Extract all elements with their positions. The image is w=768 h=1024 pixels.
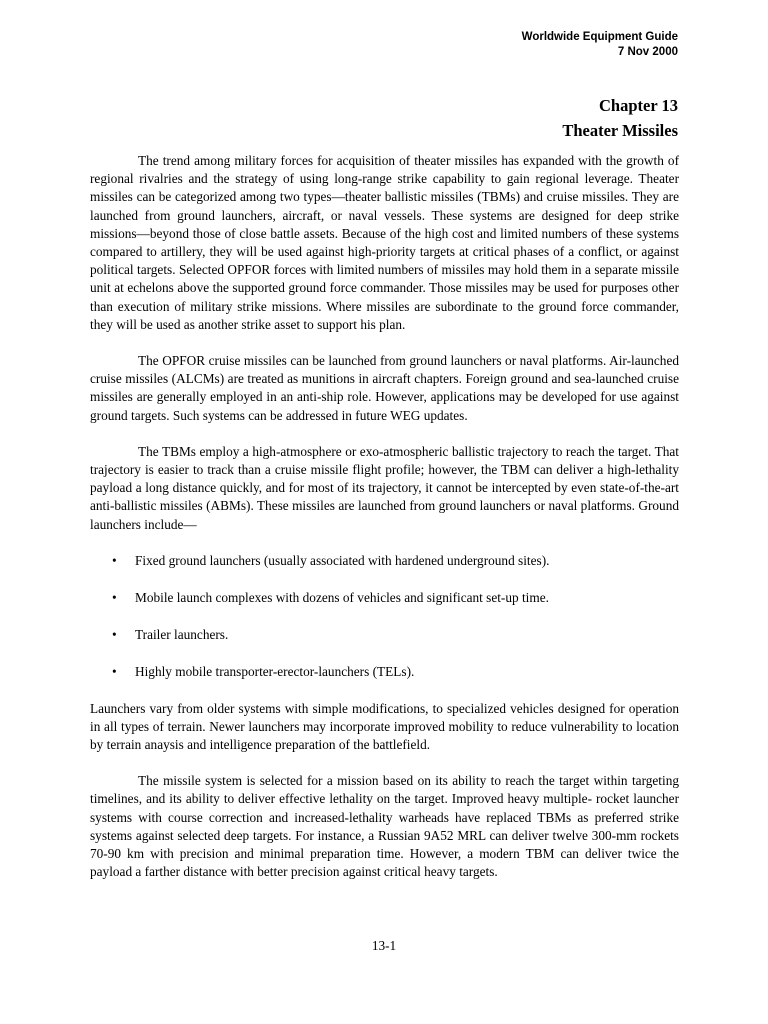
list-item — [90, 626, 679, 644]
paragraph-selection: The missile system is selected for a mission based on its ability to reach the target within targeting timelines, and its ability to deliver effective lethality on the target. Improved heavy multiple- rocket launcher systems with course correction and increased-lethality warheads have replaced TBMs as preferred strike systems against selected deep targets. For instance, a Russian 9A52 MRL can deliver twelve 300-mm rockets 70-90 km with precision and minimal preparation time. However, a modern TBM can deliver twice the payload a farther distance with better precision against critical heavy targets. — [90, 773, 679, 880]
header-date: 7 Nov 2000 — [617, 46, 678, 58]
paragraph-cruise-missiles: The OPFOR cruise missiles can be launched from ground launchers or naval platforms. Air-launched cruise missiles (ALCMs) are treated as munitions in aircraft chapters. Foreign ground and sea-launched cruise missiles are generally employed in an anti-ship role. However, applications may be developed for use against ground targets. Such systems can be addressed in future WEG updates. — [90, 353, 679, 423]
bullet-glyph: • — [112, 552, 117, 568]
bullet-glyph: • — [112, 590, 117, 606]
list-item-text: Highly mobile transporter-erector-launchers (TELs). — [135, 664, 415, 680]
list-item-text: Mobile launch complexes with dozens of vehicles and significant set-up time. — [135, 590, 549, 606]
ground-launchers-list — [90, 552, 679, 682]
body-text — [90, 152, 679, 900]
bullet-glyph: • — [112, 627, 117, 643]
paragraph-intro: The trend among military forces for acquisition of theater missiles has expanded with the growth of regional rivalries and the strategy of using long-range strike capability to gain regional leverage. Theater missiles can be categorized among two types—theater ballistic missiles (TBMs) and cruise missiles. They are launched from ground launchers, aircraft, or naval vessels. These systems are designed for deep strike missions—beyond those of close battle assets. Because of the high cost and limited numbers of these systems compared to artillery, they will be used against high-priority targets at critical phases of a conflict, or against political targets. Selected OPFOR forces with limited numbers of missiles may hold them in a separate missile unit at echelons above the supported ground force commander. Those missiles may be used for purposes other than execution of military strike missions. Where missiles are subordinate to the ground force commander, they will be used as another strike asset to support his plan. — [90, 153, 679, 332]
bullet-glyph: • — [112, 664, 117, 680]
list-item — [90, 552, 679, 570]
paragraph-launchers: Launchers vary from older systems with simple modifications, to specialized vehicles designed for operation in all types of terrain. Newer launchers may incorporate improved mobility to reduce vulnerability to location by terrain anaysis and intelligence preparation of the battlefield. — [90, 700, 679, 753]
guide-title: Worldwide Equipment Guide — [521, 31, 678, 43]
chapter-heading — [562, 93, 678, 143]
page-number: 13-1 — [371, 938, 397, 953]
chapter-title: Theater Missiles — [562, 121, 678, 140]
list-item-text: Trailer launchers. — [135, 627, 229, 643]
running-header — [522, 30, 678, 60]
chapter-number: Chapter 13 — [599, 96, 678, 115]
list-item-text: Fixed ground launchers (usually associated with hardened underground sites). — [135, 552, 550, 568]
list-item — [90, 589, 679, 607]
paragraph-tbms: The TBMs employ a high-atmosphere or exo-atmospheric ballistic trajectory to reach the target. That trajectory is easier to track than a cruise missile flight profile; however, the TBM can deliver a high-lethality payload a long distance quickly, and for most of its trajectory, it cannot be intercepted by even state-of-the-art anti-ballistic missiles (ABMs). These missiles are launched from ground launchers or naval platforms. Ground launchers include— — [90, 443, 679, 532]
list-item — [90, 663, 679, 681]
